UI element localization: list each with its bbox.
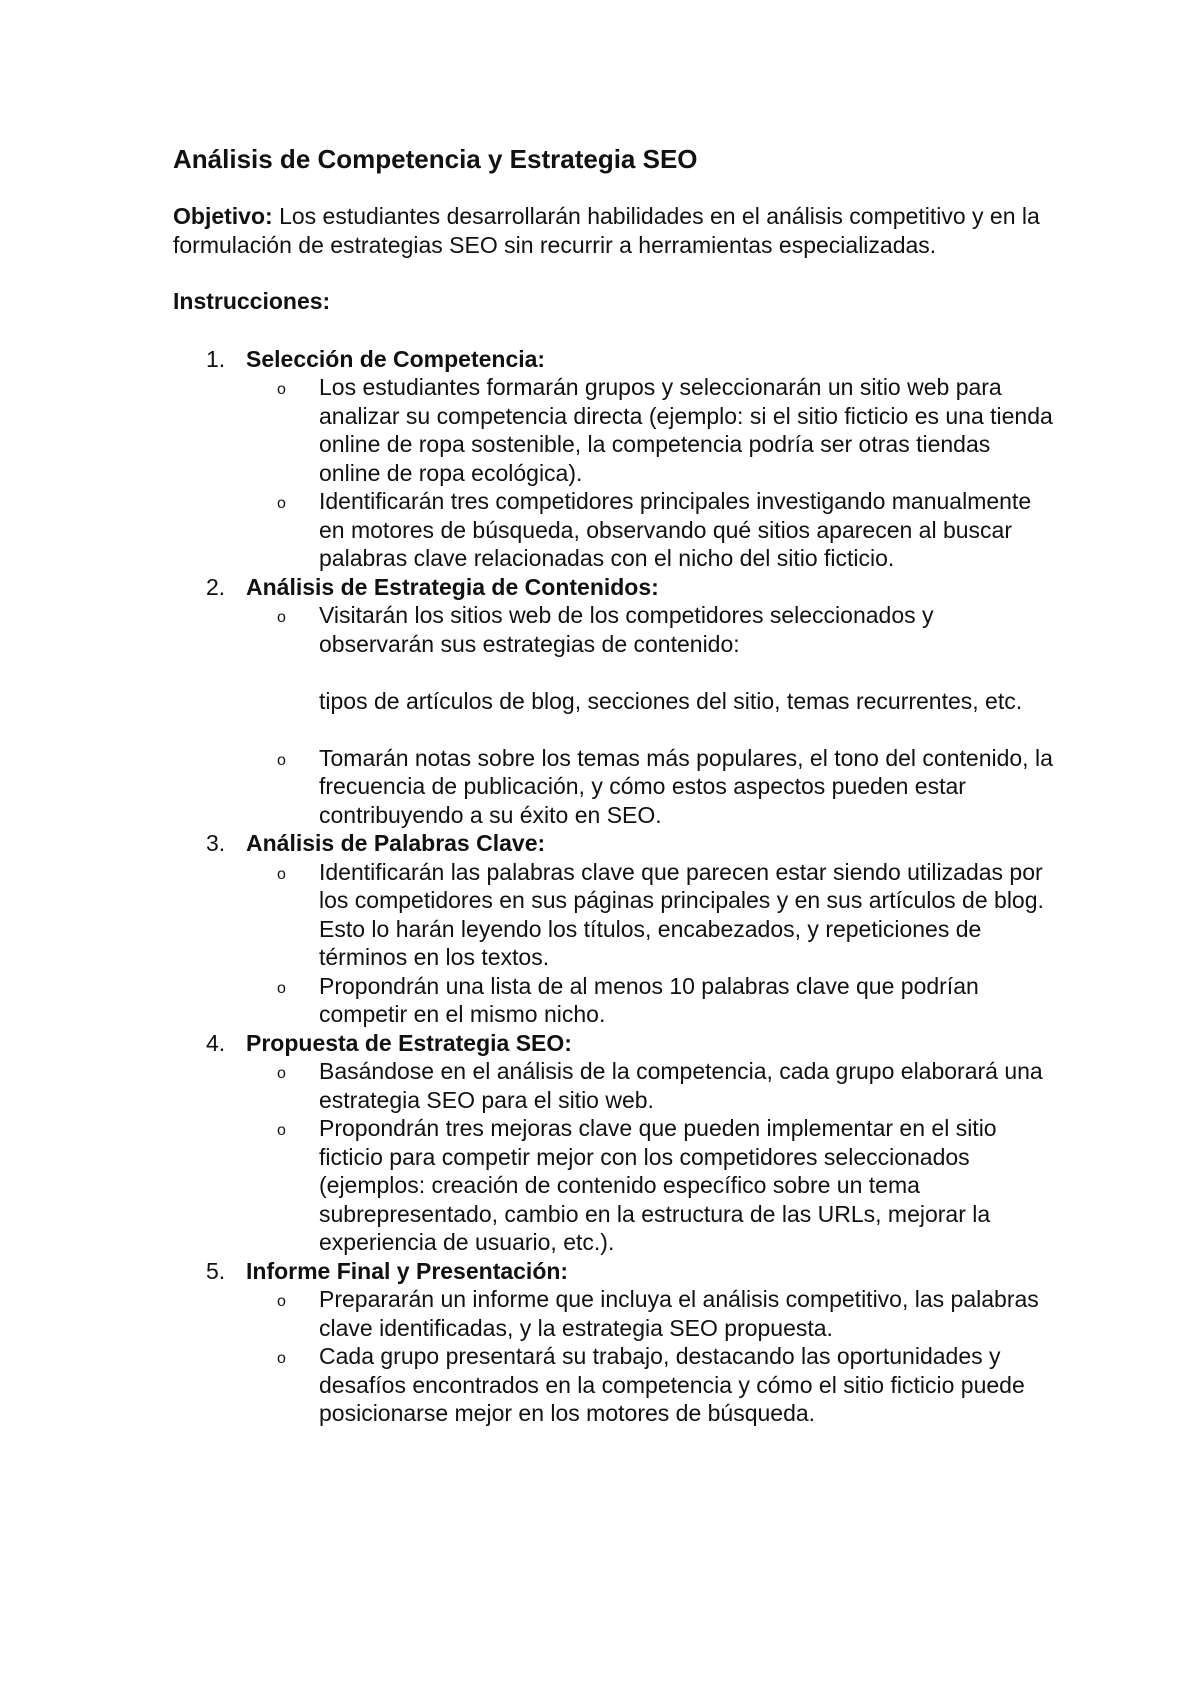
list-item-text: Propondrán una lista de al menos 10 palabras clave que podrían competir en el mismo nicho.	[319, 972, 979, 1027]
objective-text: Los estudiantes desarrollarán habilidades en el análisis competitivo y en la formulación de estrategias SEO sin recurrir a herramientas especializadas.	[173, 203, 1040, 258]
document-body	[173, 142, 1053, 1428]
step-number: 4.	[206, 1029, 226, 1056]
list-item-text: Basándose en el análisis de la competencia, cada grupo elaborará una estrategia SEO para el sitio web.	[319, 1058, 1043, 1113]
circle-bullet-icon: o	[277, 865, 286, 883]
list-item-text: Cada grupo presentará su trabajo, destacando las oportunidades y desafíos encontrados en la competencia y cómo el sitio ficticio puede posicionarse mejor en los motores de búsqueda.	[319, 1343, 1025, 1426]
step-title: Propuesta de Estrategia SEO:	[246, 1029, 572, 1056]
objective-paragraph	[173, 202, 1053, 259]
step-seleccion-competencia	[173, 345, 1053, 573]
instructions-heading: Instrucciones:	[173, 288, 331, 314]
circle-bullet-icon: o	[277, 381, 286, 398]
list-item-text: Tomarán notas sobre los temas más populares, el tono del contenido, la frecuencia de publicación, y cómo estos aspectos pueden estar contribuyendo a su éxito en SEO.	[319, 744, 1053, 828]
step-propuesta-estrategia	[173, 1029, 1053, 1257]
list-item-text: Prepararán un informe que incluya el análisis competitivo, las palabras clave identificadas, y la estrategia SEO propuesta.	[319, 1286, 1039, 1341]
circle-bullet-icon: o	[277, 1293, 286, 1310]
list-item-text: Propondrán tres mejoras clave que pueden implementar en el sitio ficticio para competir mejor con los competidores seleccionados (ejemplos: creación de contenido específico sobre un tema subrepresentado, cambio en la estructura de las URLs, mejorar la experiencia de usuario, etc.).	[319, 1115, 997, 1255]
step-items	[246, 858, 1053, 1029]
list-item	[246, 858, 1053, 972]
list-item	[246, 487, 1053, 573]
list-item	[246, 1285, 1053, 1342]
circle-bullet-icon: o	[277, 979, 286, 997]
step-items	[246, 1285, 1053, 1428]
circle-bullet-icon: o	[277, 1350, 286, 1367]
circle-bullet-icon: o	[277, 751, 286, 769]
step-number: 2.	[206, 573, 226, 600]
list-item	[246, 601, 1053, 715]
step-title: Análisis de Estrategia de Contenidos:	[246, 573, 659, 600]
step-number: 1.	[206, 345, 226, 372]
list-item	[246, 1342, 1053, 1428]
list-item-text: Visitarán los sitios web de los competidores seleccionados y observarán sus estrategias de contenido:	[319, 602, 934, 657]
step-items	[246, 1057, 1053, 1257]
list-item	[246, 373, 1053, 487]
step-informe-final	[173, 1257, 1053, 1428]
step-estrategia-contenidos	[173, 573, 1053, 830]
step-number: 3.	[206, 830, 226, 856]
circle-bullet-icon: o	[277, 1065, 286, 1082]
circle-bullet-icon: o	[277, 1122, 286, 1139]
document-title: Análisis de Competencia y Estrategia SEO	[173, 144, 698, 174]
list-item	[246, 1057, 1053, 1114]
objective-label: Objetivo:	[173, 203, 273, 229]
list-item	[246, 744, 1053, 830]
list-item-text: Los estudiantes formarán grupos y seleccionarán un sitio web para analizar su competencia directa (ejemplo: si el sitio ficticio es una tienda online de ropa sostenible, la competencia podría ser otras tiendas online de ropa ecológica).	[319, 374, 1053, 486]
step-title: Análisis de Palabras Clave:	[246, 830, 546, 856]
list-item-text: Identificarán las palabras clave que parecen estar siendo utilizadas por los competidores en sus páginas principales y en sus artículos de blog. Esto lo harán leyendo los títulos, encabezados, y repeticiones de términos en los textos.	[319, 858, 1044, 970]
circle-bullet-icon: o	[277, 609, 286, 626]
step-items	[246, 373, 1053, 573]
list-item-text: Identificarán tres competidores principales investigando manualmente en motores de búsqueda, observando qué sitios aparecen al buscar palabras clave relacionadas con el nicho del sitio ficticio.	[319, 488, 1032, 571]
instructions-list	[173, 345, 1053, 1428]
list-item-continuation: tipos de artículos de blog, secciones del sitio, temas recurrentes, etc.	[319, 687, 1023, 714]
step-items	[246, 601, 1053, 829]
step-palabras-clave	[173, 829, 1053, 1029]
list-item	[246, 972, 1053, 1029]
circle-bullet-icon: o	[277, 495, 286, 512]
step-title: Informe Final y Presentación:	[246, 1257, 569, 1284]
step-number: 5.	[206, 1257, 226, 1284]
list-item	[246, 1114, 1053, 1257]
step-title: Selección de Competencia:	[246, 345, 546, 372]
